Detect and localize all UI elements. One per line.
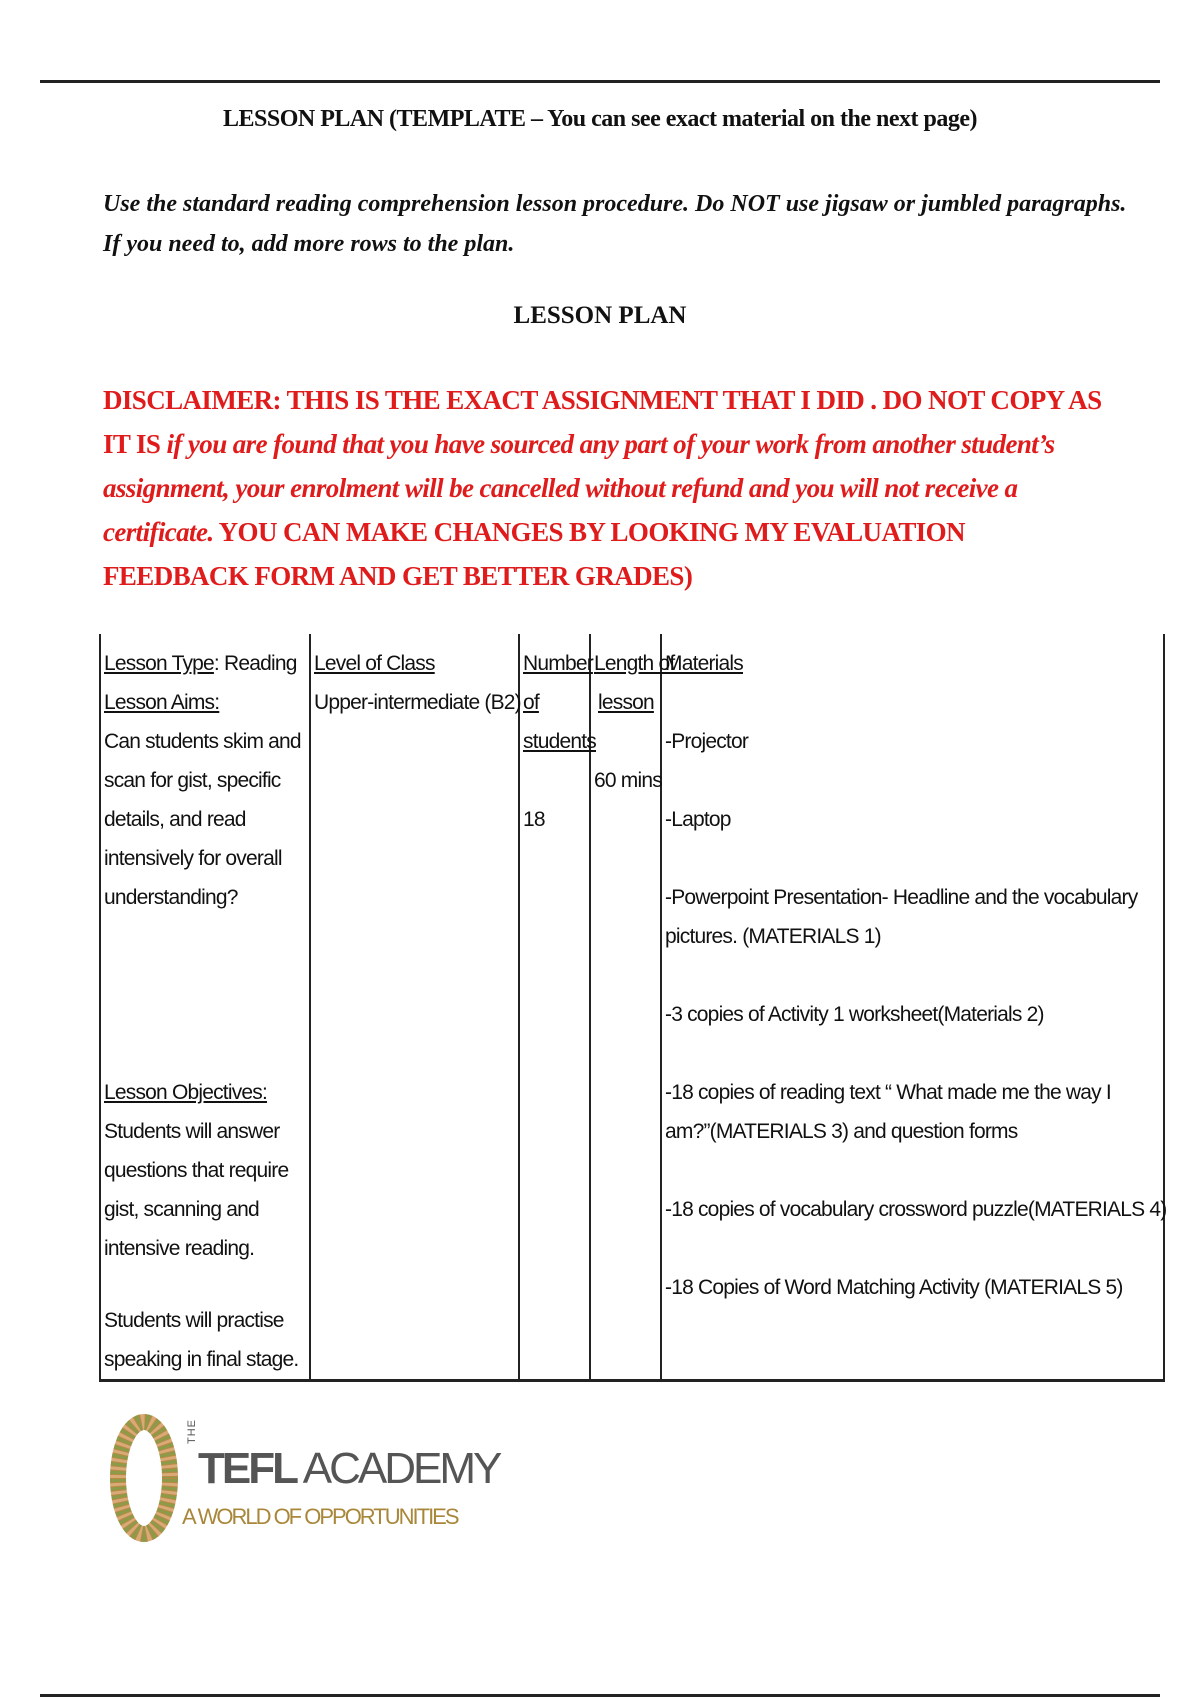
length-cell xyxy=(590,634,675,1381)
lesson-objectives-label: Lesson Objectives: xyxy=(104,1081,268,1104)
list-item: -18 Copies of Word Matching Activity (MATERIALS 5) xyxy=(665,1276,1123,1299)
disclaimer xyxy=(103,378,1103,598)
table-row xyxy=(100,634,1164,1381)
list-item: -Projector xyxy=(665,730,749,753)
students-label-2: of xyxy=(523,691,539,714)
level-value: Upper-intermediate (B2) xyxy=(314,691,521,714)
length-label-2: lesson xyxy=(598,691,654,714)
lesson-aims-text: Can students skim and scan for gist, specific details, and read intensively for overall understanding? xyxy=(104,730,301,909)
materials-cell xyxy=(661,634,1167,1381)
lesson-plan-table xyxy=(99,634,1165,1382)
list-item: -18 copies of vocabulary crossword puzzle(MATERIALS 4) xyxy=(665,1198,1167,1221)
list-item: -18 copies of reading text “ What made me the way I am?”(MATERIALS 3) and question forms xyxy=(665,1081,1111,1143)
lesson-objective-2: Students will practise speaking in final stage. xyxy=(104,1309,299,1371)
section-title: LESSON PLAN xyxy=(513,302,687,329)
page-title: LESSON PLAN (TEMPLATE – You can see exact material on the next page) xyxy=(223,106,977,132)
disclaimer-heading: DISCLAIMER: THIS IS THE EXACT ASSIGNMENT THAT I DID . DO NOT COPY AS IT IS xyxy=(103,385,1102,459)
instruction-line-2: If you need to, add more rows to the plan. xyxy=(103,231,515,257)
list-item: -3 copies of Activity 1 worksheet(Materials 2) xyxy=(665,1003,1044,1026)
length-value: 60 mins xyxy=(594,769,662,792)
bottom-rule xyxy=(40,1694,1160,1697)
students-value: 18 xyxy=(523,808,545,831)
lesson-aims-label: Lesson Aims: xyxy=(104,691,220,714)
logo-name: TEFL ACADEMY xyxy=(198,1444,500,1493)
disclaimer-advice: YOU CAN MAKE CHANGES BY LOOKING MY EVALUATION FEEDBACK FORM AND GET BETTER GRADES) xyxy=(103,517,965,591)
level-cell xyxy=(310,634,519,1381)
list-item: -Powerpoint Presentation- Headline and the vocabulary pictures. (MATERIALS 1) xyxy=(665,886,1138,948)
lesson-type-label: Lesson Type xyxy=(104,652,214,675)
instruction-line-1: Use the standard reading comprehension lesson procedure. Do NOT use jigsaw or jumbled paragraphs. xyxy=(103,191,1127,217)
lesson-objective-1: Students will answer questions that require gist, scanning and intensive reading. xyxy=(104,1120,289,1260)
length-label-1: Length of xyxy=(594,652,675,675)
students-cell xyxy=(519,634,596,1381)
logo-the-text: THE xyxy=(186,1419,198,1444)
students-label-1: Number xyxy=(523,652,593,675)
top-rule xyxy=(40,80,1160,83)
disclaimer-warning: if you are found that you have sourced any part of your work from another student’s assignment, your enrolment will be cancelled without refund and you will not receive a certificate. xyxy=(103,429,1055,547)
logo-tagline: A WORLD OF OPPORTUNITIES xyxy=(182,1504,458,1529)
level-label: Level of Class xyxy=(314,652,435,675)
tefl-academy-logo xyxy=(106,1410,500,1560)
list-item: -Laptop xyxy=(665,808,731,831)
logo-ring-icon xyxy=(106,1410,182,1546)
materials-label: Materials xyxy=(665,652,743,675)
instructions xyxy=(103,184,1127,264)
students-label-3: students xyxy=(523,730,596,753)
lesson-info-cell xyxy=(100,634,310,1381)
lesson-type-value: : Reading xyxy=(213,652,297,675)
